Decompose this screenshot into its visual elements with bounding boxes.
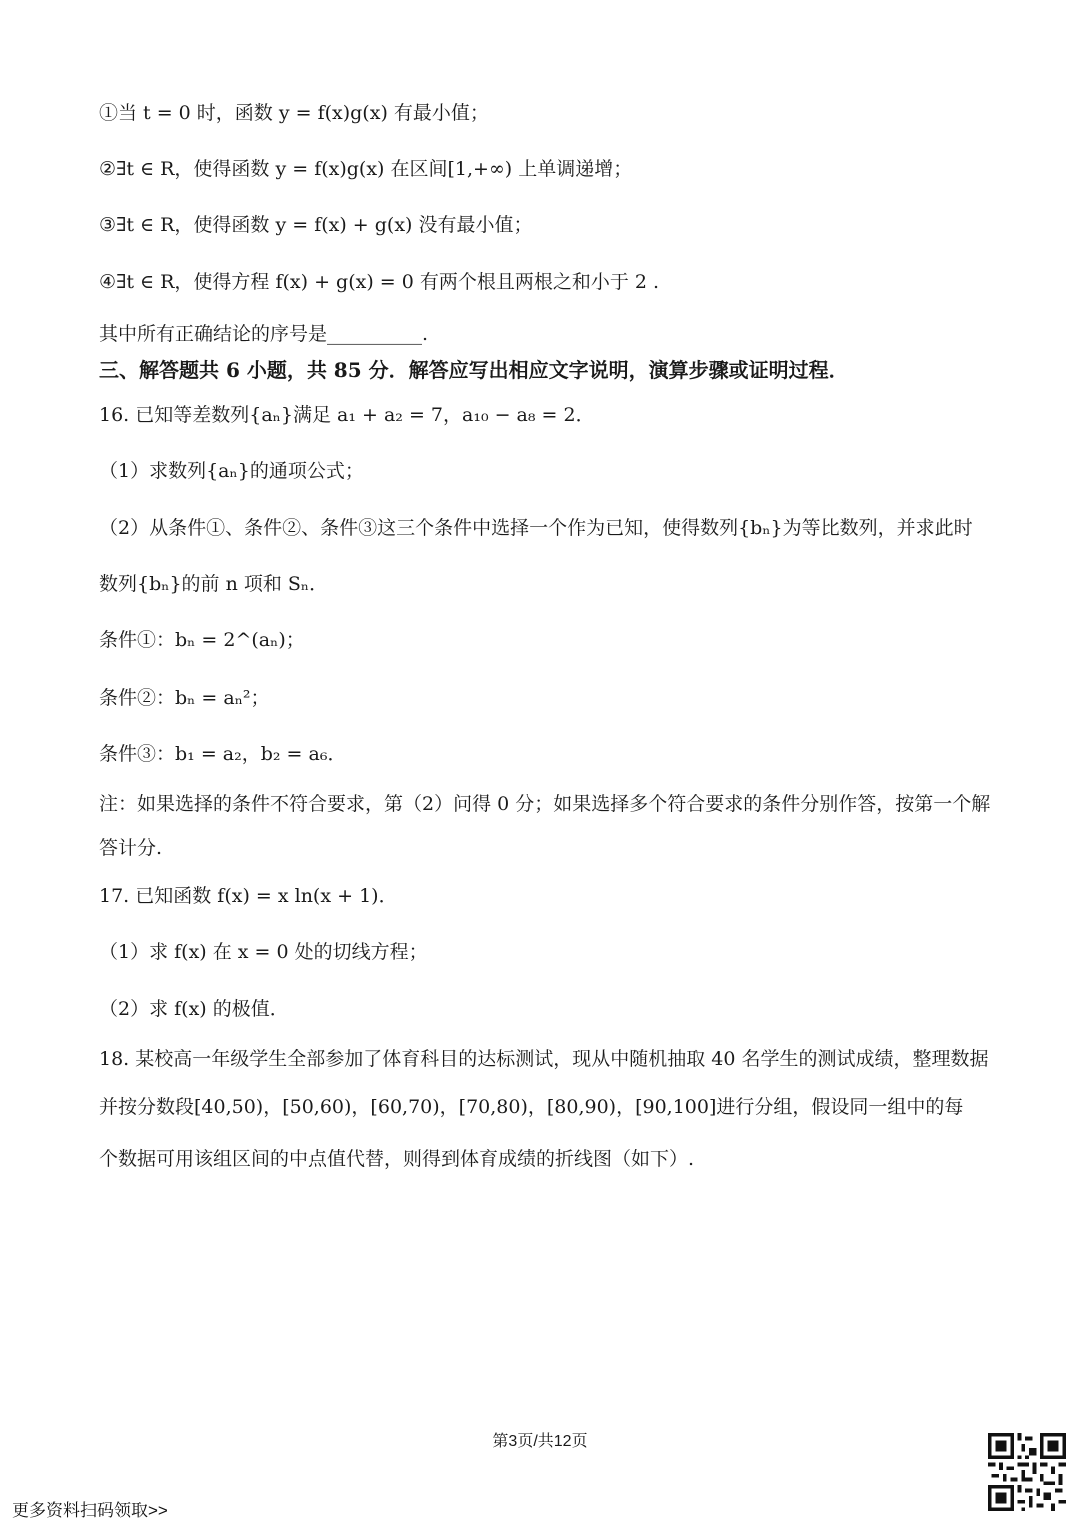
condition-2: 条件②：bₙ = aₙ²；	[99, 687, 270, 709]
q18-line1: 18. 某校高一年级学生全部参加了体育科目的达标测试，现从中随机抽取 40 名学生的测试成绩，整理数据	[99, 1048, 989, 1070]
q18-line2: 并按分数段[40,50)，[50,60)，[60,70)，[70,80)，[80,90)，[90,100]进行分组，假设同一组中的每	[99, 1096, 964, 1118]
condition-1: 条件①：bₙ = 2^(aₙ)；	[99, 629, 305, 651]
q16-part2-line1: （2）从条件①、条件②、条件③这三个条件中选择一个作为已知，使得数列{bₙ}为等比数列，并求此时	[99, 517, 973, 539]
q16-part1: （1）求数列{aₙ}的通项公式；	[99, 460, 364, 482]
q17-stem: 17. 已知函数 f(x) = x ln(x + 1)．	[99, 885, 398, 907]
qr-code-icon[interactable]	[988, 1433, 1066, 1511]
statement-1: ①当 t = 0 时，函数 y = f(x)g(x) 有最小值；	[99, 102, 489, 124]
promo-link[interactable]: 更多资料扫码领取>>	[12, 1501, 168, 1520]
q18-line3: 个数据可用该组区间的中点值代替，则得到体育成绩的折线图（如下）.	[99, 1148, 695, 1170]
section-heading: 三、解答题共 6 小题，共 85 分．解答应写出相应文字说明，演算步骤或证明过程．	[99, 358, 849, 382]
condition-3: 条件③：b₁ = a₂，b₂ = a₆．	[99, 743, 347, 765]
note-line1: 注：如果选择的条件不符合要求，第（2）问得 0 分；如果选择多个符合要求的条件分别作答，按第一个解	[99, 793, 991, 815]
note-line2: 答计分.	[99, 837, 163, 859]
blank-answer-line: 其中所有正确结论的序号是__________.	[99, 323, 429, 345]
q16-stem: 16. 已知等差数列{aₙ}满足 a₁ + a₂ = 7，a₁₀ − a₈ = 2．	[99, 404, 595, 426]
q16-part2-line2: 数列{bₙ}的前 n 项和 Sₙ．	[99, 573, 329, 595]
page-number: 第3页/共12页	[492, 1433, 588, 1450]
statement-4: ④∃t ∈ R，使得方程 f(x) + g(x) = 0 有两个根且两根之和小于 2 .	[99, 271, 660, 293]
q17-part1: （1）求 f(x) 在 x = 0 处的切线方程；	[99, 941, 428, 963]
statement-3: ③∃t ∈ R，使得函数 y = f(x) + g(x) 没有最小值；	[99, 214, 533, 236]
q17-part2: （2）求 f(x) 的极值．	[99, 998, 289, 1020]
statement-2: ②∃t ∈ R，使得函数 y = f(x)g(x) 在区间[1,+∞) 上单调递增；	[99, 158, 633, 180]
